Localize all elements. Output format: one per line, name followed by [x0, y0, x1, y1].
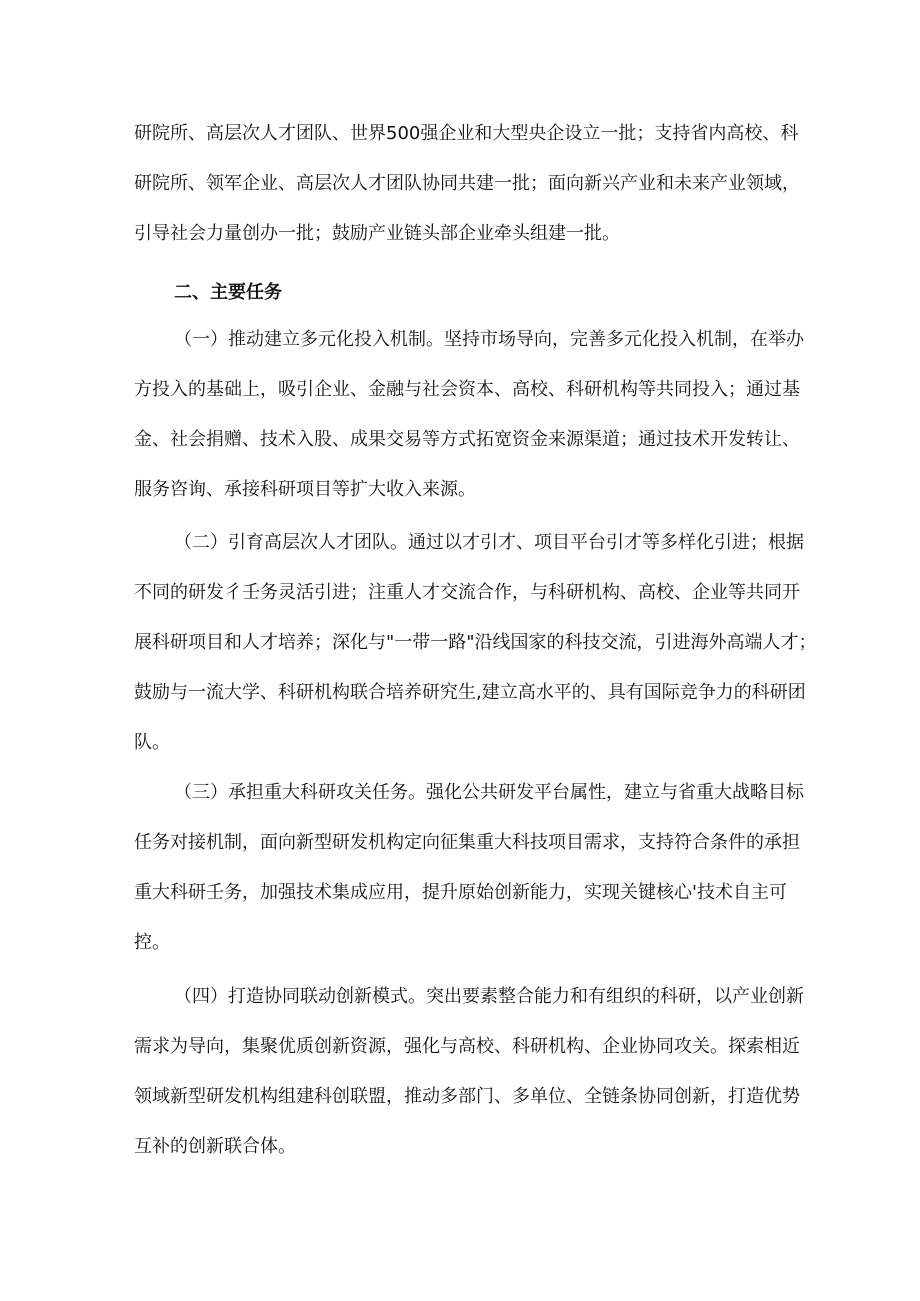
paragraph-4 [134, 972, 804, 1172]
paragraph-3-line-4: 控。 [134, 932, 170, 953]
section-heading: 二、主要任务 [174, 282, 282, 303]
paragraph-3-line-1: （三）承担重大科研攻关任务。强化公共研发平台属性，建立与省重大战略目标 [174, 782, 804, 803]
paragraph-1-line-3: 金、社会捐赠、技术入股、成果交易等方式拓宽资金来源渠道；通过技术开发转让、 [134, 429, 800, 450]
paragraph-2-line-1: （二）引育高层次人才团队。通过以才引才、项目平台引才等多样化引进；根据 [174, 532, 804, 553]
paragraph-2 [134, 518, 817, 768]
paragraph-1-line-4: 服务咨询、承接科研项目等扩大收入来源。 [134, 479, 476, 500]
paragraph-3 [134, 768, 804, 968]
paragraph-1 [134, 315, 804, 515]
section-heading-block [134, 268, 794, 318]
paragraph-4-line-4: 互补的创新联合体。 [134, 1136, 296, 1157]
paragraph-1-line-1: （一）推动建立多元化投入机制。坚持市场导向，完善多元化投入机制，在举办 [174, 329, 804, 350]
intro-paragraph [134, 109, 800, 259]
paragraph-2-line-2: 不同的研发彳壬务灵活引进；注重人才交流合作，与科研机构、高校、企业等共同开 [134, 582, 800, 603]
intro-line-1: 研院所、高层次人才团队、世界500强企业和大型央企设立一批；支持省内高校、科 [134, 123, 799, 144]
paragraph-4-line-1: （四）打造协同联动创新模式。突出要素整合能力和有组织的科研，以产业创新 [174, 986, 804, 1007]
paragraph-2-line-5: 队。 [134, 732, 170, 753]
paragraph-2-line-3: 展科研项目和人才培养；深化与"一带一路"沿线国家的科技交流，引进海外高端人才； [134, 632, 817, 653]
intro-line-3: 引导社会力量创办一批；鼓励产业链头部企业牵头组建一批。 [134, 223, 620, 244]
paragraph-4-line-2: 需求为导向，集聚优质创新资源，强化与高校、科研机构、企业协同攻关。探索相近 [134, 1036, 800, 1057]
paragraph-2-line-4: 鼓励与一流大学、科研机构联合培养研究生,建立高水平的、具有国际竞争力的科研团 [134, 682, 806, 703]
paragraph-4-line-3: 领域新型研发机构组建科创联盟，推动多部门、多单位、全链条协同创新，打造优势 [134, 1086, 800, 1107]
paragraph-3-line-3: 重大科研壬务，加强技术集成应用，提升原始创新能力，实现关键核心'技术自主可 [134, 882, 787, 903]
paragraph-3-line-2: 任务对接机制，面向新型研发机构定向征集重大科技项目需求，支持符合条件的承担 [134, 832, 800, 853]
intro-line-2: 研院所、领军企业、高层次人才团队协同共建一批；面向新兴产业和未来产业领域， [134, 173, 800, 194]
paragraph-1-line-2: 方投入的基础上，吸引企业、金融与社会资本、高校、科研机构等共同投入；通过基 [134, 379, 800, 400]
